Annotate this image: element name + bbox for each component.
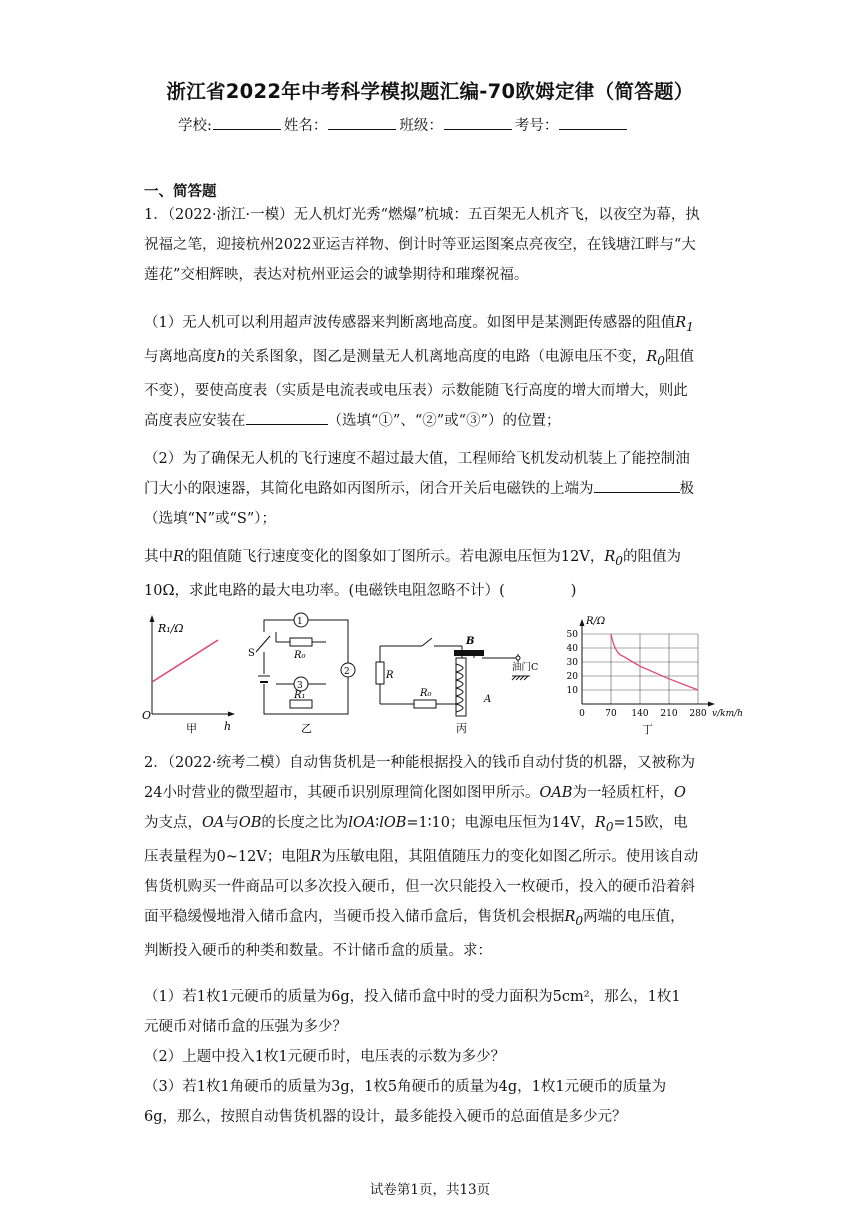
ding-xticks bbox=[605, 709, 707, 719]
ding-origin-label: 0 bbox=[579, 709, 585, 719]
figure-ding-chart bbox=[560, 612, 756, 736]
school-blank[interactable] bbox=[213, 115, 281, 130]
yi-r1-label: R₁ bbox=[294, 690, 306, 701]
ding-ytick-label: 40 bbox=[566, 644, 578, 654]
meter-3-label: 3 bbox=[297, 681, 303, 691]
switch-label: S bbox=[248, 648, 255, 659]
q2-stem: 2．（2022·统考二模）自动售货机是一种能根据投入的钱币自动付货的机器，又被称为 24小时营业的微型超市，其硬币识别原理简化图如图甲所示。OAB为一轻质杠杆，O 为支点，OA与OB的长度之比为lOA∶lOB=1∶10；电源电压恒为14V，$R_0=15$欧，电 压表量程为0~12V；电阻R为压敏电阻，其阻值随压力的变化如图乙所示。使用该自动 售货机购买一件商品可以多次投入硬币，但一次只能投入一枚硬币，投入的硬币沿着斜 面平稳缓慢地滑入储币盒内，当硬币投入储币盒后，售货机会根据$R_0$两端的电压值， 判断投入硬币的种类和数量。不计储币盒的质量。求： bbox=[144, 755, 699, 959]
bing-r0-label: R₀ bbox=[420, 688, 432, 699]
resistance-height-line bbox=[152, 640, 218, 682]
page-footer: 试卷第1页，共13页 bbox=[369, 1182, 491, 1198]
class-blank[interactable] bbox=[444, 115, 512, 130]
bing-b-label: B bbox=[466, 636, 475, 647]
bing-r-label: R bbox=[386, 670, 394, 681]
name-blank[interactable] bbox=[328, 115, 396, 130]
exam-no-label: 考号： bbox=[514, 118, 559, 134]
q1-part1: （1）无人机可以利用超声波传感器来判断离地高度。如图甲是某测距传感器的阻值$R_1$ 与离地高度h的关系图象，图乙是测量无人机离地高度的电路（电源电压不变，$R_0$阻值 不变），要使高度表（实质是电流表或电压表）示数能随飞行高度的增大而增大，则此 高度表应安装在 （选填“①”、“②”或“③”）的位置； bbox=[144, 315, 694, 429]
q2-sub-questions: （1）若1枚1元硬币的质量为6g，投入储币盒中时的受力面积为5cm²，那么，1枚1 元硬币对储币盒的压强为多少？ （2）上题中投入1枚1元硬币时，电压表的示数为多少？ （3）若1枚1角硬币的质量为3g，1枚5角硬币的质量为4g，1枚1元硬币的质量为 6g，那么，按照自动售货机器的设计，最多能投入硬币的总面值是多少元？ bbox=[144, 989, 681, 1125]
ding-xtick-label: 280 bbox=[689, 709, 707, 719]
ding-ytick-label: 30 bbox=[566, 658, 578, 668]
ding-ytick-label: 20 bbox=[566, 672, 578, 682]
ding-axes bbox=[580, 619, 716, 707]
class-label: 班级： bbox=[399, 118, 443, 134]
student-info-row bbox=[178, 114, 630, 135]
school-label: 学校: bbox=[178, 118, 212, 134]
q1-part2: （2）为了确保无人机的飞行速度不超过最大值，工程师给飞机发动机装上了能控制油 门大小的限速器，其简化电路如丙图所示，闭合开关后电磁铁的上端为 极 （选填“N”或“S”）； bbox=[144, 451, 694, 527]
ding-grid bbox=[582, 634, 698, 704]
jia-origin: O bbox=[142, 709, 152, 722]
figure-yi bbox=[246, 612, 362, 734]
meter-1-label: 1 bbox=[297, 617, 303, 627]
document-title: 浙江省2022年中考科学模拟题汇编-70欧姆定律（简答题） bbox=[166, 80, 694, 103]
ding-y-arrow bbox=[580, 619, 585, 626]
ding-ylabel: R/Ω bbox=[586, 616, 606, 627]
name-label: 姓名： bbox=[283, 118, 328, 134]
jia-ylabel: R₁/Ω bbox=[158, 622, 184, 635]
figure-jia bbox=[140, 612, 240, 734]
ding-ytick-label: 10 bbox=[566, 686, 578, 696]
ding-xtick-label: 140 bbox=[631, 709, 649, 719]
ding-ytick-label: 50 bbox=[566, 630, 578, 640]
answer-blank-2[interactable] bbox=[594, 478, 680, 493]
bing-valve-label: 油门C bbox=[512, 662, 539, 673]
bing-caption: 丙 bbox=[456, 722, 467, 734]
exam-no-blank[interactable] bbox=[559, 115, 627, 130]
q1-part3: 其中R的阻值随飞行速度变化的图象如丁图所示。若电源电压恒为12V，$R_0$的阻值为 10Ω，求此电路的最大电功率。(电磁铁电阻忽略不计）( ) bbox=[144, 549, 681, 599]
jia-caption: 甲 bbox=[186, 722, 197, 734]
ding-caption: 丁 bbox=[642, 723, 653, 736]
answer-blank-1[interactable] bbox=[246, 410, 328, 425]
q1-intro: 1．（2022·浙江·一模）无人机灯光秀“燃爆”杭城：五百架无人机齐飞，以夜空为幕，执 祝福之笔，迎接杭州2022亚运吉祥物、倒计时等亚运图案点亮夜空，在钱塘江畔与“大 莲花”交相辉映，表达对杭州亚运会的诚挚期待和璀璨祝福。 bbox=[144, 207, 700, 283]
meter-2-label: 2 bbox=[344, 667, 350, 677]
ding-xlabel: v/km/h bbox=[712, 709, 743, 719]
ding-xtick-label: 70 bbox=[605, 709, 617, 719]
jia-xlabel: h bbox=[224, 720, 232, 733]
yi-caption: 乙 bbox=[301, 722, 312, 734]
bing-a-label: A bbox=[484, 694, 492, 705]
yi-r0-label: R₀ bbox=[294, 650, 306, 661]
ding-x-arrow bbox=[708, 702, 715, 707]
figure-bing bbox=[370, 630, 550, 734]
section-title: 一、简答题 bbox=[144, 184, 217, 200]
ding-xtick-label: 210 bbox=[660, 709, 678, 719]
